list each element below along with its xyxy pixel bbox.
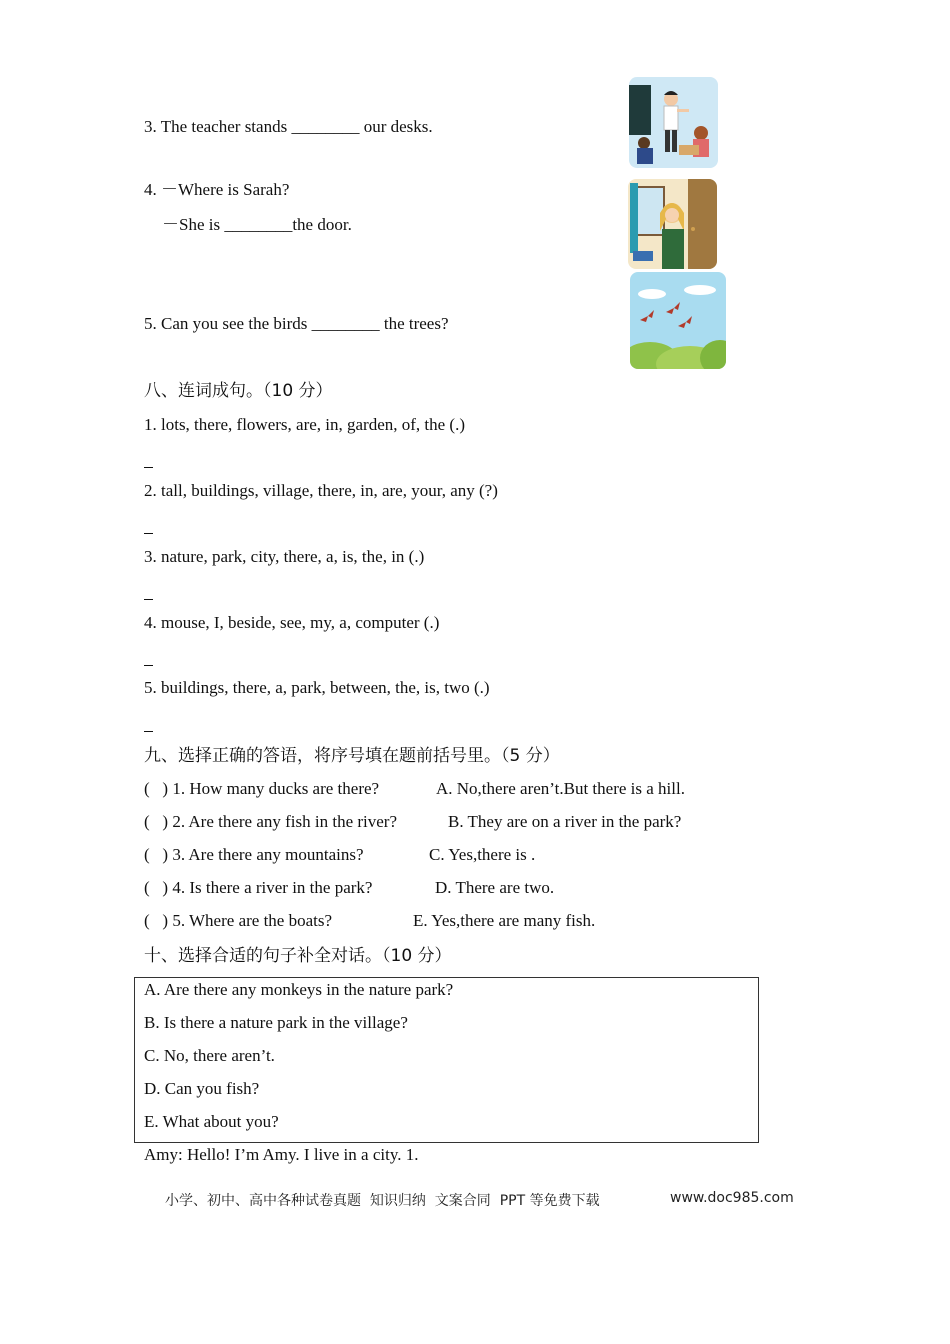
section-9-question-4: ( ) 4. Is there a river in the park? <box>144 878 373 897</box>
girl-door-illustration <box>628 179 717 269</box>
section-9-answer-e: E. Yes,there are many fish. <box>413 911 596 930</box>
section-10-option-b: B. Is there a nature park in the village? <box>144 1013 408 1032</box>
footer-url[interactable]: www.doc985.com <box>670 1190 794 1206</box>
question-4-ask: 4. －Where is Sarah? <box>144 180 290 199</box>
footer-text: 小学、初中、高中各种试卷真题 知识归纳 文案合同 PPT 等免费下载 <box>165 1193 600 1209</box>
section-10-option-e: E. What about you? <box>144 1112 279 1131</box>
answer-line <box>144 665 153 666</box>
section-10-option-a: A. Are there any monkeys in the nature park? <box>144 980 454 999</box>
section-9-question-1: ( ) 1. How many ducks are there? <box>144 779 380 798</box>
section-9-question-5: ( ) 5. Where are the boats? <box>144 911 333 930</box>
section-8-title: 八、连词成句。（10 分） <box>144 381 333 401</box>
section-8-item-3: 3. nature, park, city, there, a, is, the, in (.) <box>144 547 425 566</box>
section-9-answer-c: C. Yes,there is . <box>429 845 536 864</box>
section-10-option-c: C. No, there aren’t. <box>144 1046 275 1065</box>
section-10-option-d: D. Can you fish? <box>144 1079 260 1098</box>
section-8-item-1: 1. lots, there, flowers, are, in, garden, of, the (.) <box>144 415 465 434</box>
birds-trees-illustration <box>630 272 726 369</box>
dialogue-line-1: Amy: Hello! I’m Amy. I live in a city. 1. <box>144 1145 419 1164</box>
section-9-answer-b: B. They are on a river in the park? <box>448 812 682 831</box>
section-8-item-2: 2. tall, buildings, village, there, in, are, your, any (?) <box>144 481 498 500</box>
section-9-question-3: ( ) 3. Are there any mountains? <box>144 845 364 864</box>
section-9-answer-a: A. No,there aren’t.But there is a hill. <box>436 779 685 798</box>
section-9-question-2: ( ) 2. Are there any fish in the river? <box>144 812 398 831</box>
section-10-title: 十、选择合适的句子补全对话。（10 分） <box>144 946 452 966</box>
question-4-answer: －She is ________the door. <box>162 215 352 234</box>
answer-line <box>144 533 153 534</box>
question-3: 3. The teacher stands ________ our desks. <box>144 117 433 136</box>
teacher-classroom-illustration <box>629 77 718 168</box>
question-5: 5. Can you see the birds ________ the trees? <box>144 314 449 333</box>
section-8-item-5: 5. buildings, there, a, park, between, the, is, two (.) <box>144 678 490 697</box>
answer-line <box>144 599 153 600</box>
section-9-answer-d: D. There are two. <box>435 878 555 897</box>
section-8-item-4: 4. mouse, I, beside, see, my, a, computer (.) <box>144 613 440 632</box>
section-9-title: 九、选择正确的答语，将序号填在题前括号里。（5 分） <box>144 746 560 766</box>
answer-line <box>144 467 153 468</box>
answer-line <box>144 731 153 732</box>
